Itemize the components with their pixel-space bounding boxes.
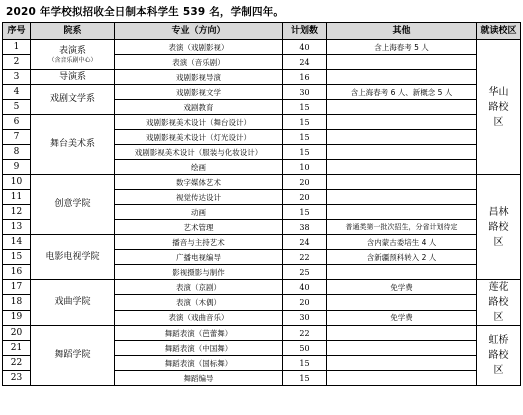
plan-cell: 15 bbox=[283, 145, 327, 160]
seq-cell: 6 bbox=[3, 115, 31, 130]
major-cell: 戏剧教育 bbox=[115, 100, 283, 115]
plan-cell: 50 bbox=[283, 341, 327, 356]
other-cell bbox=[327, 356, 477, 371]
other-cell bbox=[327, 371, 477, 386]
plan-cell: 25 bbox=[283, 265, 327, 280]
seq-cell: 4 bbox=[3, 85, 31, 100]
other-cell: 含上海春考 6 人、新概念 5 人 bbox=[327, 85, 477, 100]
plan-cell: 10 bbox=[283, 160, 327, 175]
seq-cell: 12 bbox=[3, 205, 31, 220]
major-cell: 播音与主持艺术 bbox=[115, 235, 283, 250]
seq-cell: 13 bbox=[3, 220, 31, 235]
seq-cell: 11 bbox=[3, 190, 31, 205]
plan-cell: 38 bbox=[283, 220, 327, 235]
page-title: 2020 年学校拟招收全日制本科学生 539 名，学制四年。 bbox=[6, 6, 285, 18]
dept-cell: 电影电视学院 bbox=[31, 235, 115, 280]
plan-cell: 30 bbox=[283, 310, 327, 325]
table-row bbox=[3, 175, 521, 190]
plan-cell: 24 bbox=[283, 235, 327, 250]
seq-cell: 10 bbox=[3, 175, 31, 190]
other-cell bbox=[327, 205, 477, 220]
seq-cell: 14 bbox=[3, 235, 31, 250]
seq-cell: 20 bbox=[3, 326, 31, 341]
other-cell: 普通类第一批次招生，分省计划待定 bbox=[327, 220, 477, 235]
plan-cell: 20 bbox=[283, 175, 327, 190]
header-plan: 计划数 bbox=[283, 23, 327, 40]
other-cell bbox=[327, 55, 477, 70]
other-cell: 免学费 bbox=[327, 310, 477, 325]
other-cell bbox=[327, 145, 477, 160]
seq-cell: 17 bbox=[3, 280, 31, 295]
seq-cell: 21 bbox=[3, 341, 31, 356]
other-cell: 免学费 bbox=[327, 280, 477, 295]
plan-cell: 20 bbox=[283, 190, 327, 205]
other-cell bbox=[327, 190, 477, 205]
plan-cell: 20 bbox=[283, 295, 327, 310]
major-cell: 戏剧影视美术设计（舞台设计） bbox=[115, 115, 283, 130]
seq-cell: 22 bbox=[3, 356, 31, 371]
plan-cell: 16 bbox=[283, 70, 327, 85]
plan-cell: 22 bbox=[283, 326, 327, 341]
major-cell: 舞蹈表演（国标舞） bbox=[115, 356, 283, 371]
major-cell: 戏剧影视美术设计（服装与化妆设计） bbox=[115, 145, 283, 160]
major-cell: 视觉传达设计 bbox=[115, 190, 283, 205]
plan-cell: 24 bbox=[283, 55, 327, 70]
enrollment-table bbox=[2, 22, 521, 386]
major-cell: 绘画 bbox=[115, 160, 283, 175]
seq-cell: 2 bbox=[3, 55, 31, 70]
campus-cell: 华山路校区 bbox=[477, 40, 521, 175]
header-major: 专业（方向） bbox=[115, 23, 283, 40]
dept-cell: 舞台美术系 bbox=[31, 115, 115, 175]
other-cell bbox=[327, 326, 477, 341]
plan-cell: 30 bbox=[283, 85, 327, 100]
table-row bbox=[3, 85, 521, 100]
dept-name: 表演系 bbox=[58, 45, 86, 56]
table-row bbox=[3, 40, 521, 55]
major-cell: 舞蹈表演（芭蕾舞） bbox=[115, 326, 283, 341]
header-other: 其他 bbox=[327, 23, 477, 40]
plan-cell: 40 bbox=[283, 280, 327, 295]
dept-cell: 戏曲学院 bbox=[31, 280, 115, 326]
major-cell: 广播电视编导 bbox=[115, 250, 283, 265]
other-cell bbox=[327, 70, 477, 85]
major-cell: 舞蹈编导 bbox=[115, 371, 283, 386]
header-dept: 院系 bbox=[31, 23, 115, 40]
major-cell: 动画 bbox=[115, 205, 283, 220]
table-row bbox=[3, 115, 521, 130]
seq-cell: 7 bbox=[3, 130, 31, 145]
major-cell: 戏剧影视导演 bbox=[115, 70, 283, 85]
other-cell bbox=[327, 160, 477, 175]
campus-cell: 虹桥路校区 bbox=[477, 326, 521, 386]
table-row bbox=[3, 70, 521, 85]
other-cell: 含新疆预科转入 2 人 bbox=[327, 250, 477, 265]
header-campus: 就读校区 bbox=[477, 23, 521, 40]
seq-cell: 16 bbox=[3, 265, 31, 280]
major-cell: 表演（音乐剧） bbox=[115, 55, 283, 70]
plan-cell: 15 bbox=[283, 100, 327, 115]
other-cell bbox=[327, 115, 477, 130]
other-cell bbox=[327, 130, 477, 145]
major-cell: 戏剧影视美术设计（灯光设计） bbox=[115, 130, 283, 145]
seq-cell: 5 bbox=[3, 100, 31, 115]
major-cell: 表演（木偶） bbox=[115, 295, 283, 310]
plan-cell: 15 bbox=[283, 130, 327, 145]
campus-cell: 昌林路校区 bbox=[477, 175, 521, 280]
major-cell: 舞蹈表演（中国舞） bbox=[115, 341, 283, 356]
dept-cell: 舞蹈学院 bbox=[31, 326, 115, 386]
table-header-row bbox=[3, 23, 521, 40]
plan-cell: 15 bbox=[283, 371, 327, 386]
major-cell: 戏剧影视文学 bbox=[115, 85, 283, 100]
seq-cell: 9 bbox=[3, 160, 31, 175]
table-row bbox=[3, 326, 521, 341]
other-cell: 含内蒙古委培生 4 人 bbox=[327, 235, 477, 250]
seq-cell: 3 bbox=[3, 70, 31, 85]
major-cell: 表演（戏曲音乐） bbox=[115, 310, 283, 325]
other-cell bbox=[327, 100, 477, 115]
seq-cell: 23 bbox=[3, 371, 31, 386]
plan-cell: 15 bbox=[283, 356, 327, 371]
seq-cell: 1 bbox=[3, 40, 31, 55]
plan-cell: 40 bbox=[283, 40, 327, 55]
seq-cell: 18 bbox=[3, 295, 31, 310]
plan-cell: 15 bbox=[283, 115, 327, 130]
major-cell: 艺术管理 bbox=[115, 220, 283, 235]
major-cell: 影视摄影与制作 bbox=[115, 265, 283, 280]
major-cell: 表演（戏剧影视） bbox=[115, 40, 283, 55]
other-cell bbox=[327, 295, 477, 310]
table-row bbox=[3, 235, 521, 250]
other-cell: 含上海春考 5 人 bbox=[327, 40, 477, 55]
campus-cell: 莲花路校区 bbox=[477, 280, 521, 326]
other-cell bbox=[327, 341, 477, 356]
table-row bbox=[3, 280, 521, 295]
dept-cell: 创意学院 bbox=[31, 175, 115, 235]
dept-subname: （含音乐剧中心） bbox=[48, 56, 97, 64]
other-cell bbox=[327, 175, 477, 190]
other-cell bbox=[327, 265, 477, 280]
major-cell: 数字媒体艺术 bbox=[115, 175, 283, 190]
seq-cell: 19 bbox=[3, 310, 31, 325]
dept-cell: 戏剧文学系 bbox=[31, 85, 115, 115]
major-cell: 表演（京剧） bbox=[115, 280, 283, 295]
dept-cell bbox=[31, 40, 115, 70]
plan-cell: 15 bbox=[283, 205, 327, 220]
plan-cell: 22 bbox=[283, 250, 327, 265]
dept-cell: 导演系 bbox=[31, 70, 115, 85]
seq-cell: 8 bbox=[3, 145, 31, 160]
header-seq: 序号 bbox=[3, 23, 31, 40]
seq-cell: 15 bbox=[3, 250, 31, 265]
